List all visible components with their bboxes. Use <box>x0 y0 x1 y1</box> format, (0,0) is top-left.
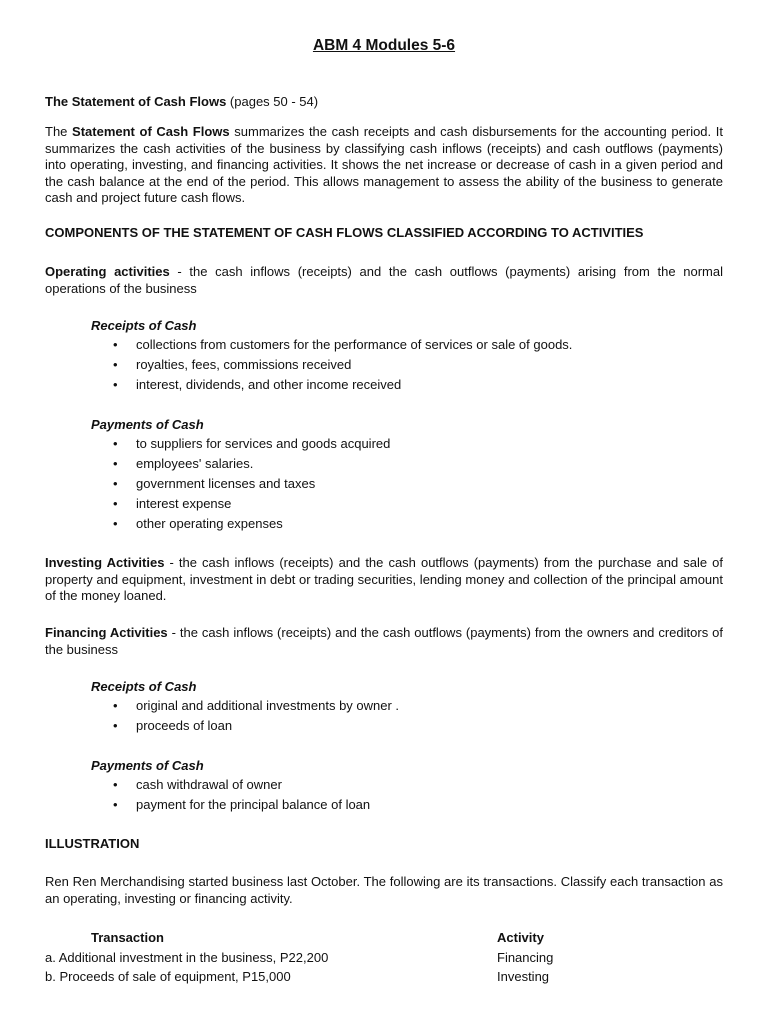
operating-payments-list <box>0 434 390 534</box>
financing-payments-list <box>0 775 370 815</box>
operating-definition-text: - the cash inflows (receipts) and the cash outflows (payments) arising from the normal operations of the business <box>45 264 723 296</box>
table-row <box>45 948 723 968</box>
list-item: • to suppliers for services and goods acquired <box>0 434 390 454</box>
list-item: • other operating expenses <box>0 514 390 534</box>
financing-receipts-list <box>0 696 399 736</box>
column-header-transaction: Transaction <box>91 930 164 945</box>
list-item: • royalties, fees, commissions received <box>0 355 572 375</box>
list-item: • government licenses and taxes <box>0 474 390 494</box>
investing-term: Investing Activities <box>45 555 165 570</box>
illustration-text: Ren Ren Merchandising started business last October. The following are its transactions. Classify each transaction as an operating, investing or financing activity. <box>45 874 723 906</box>
intro-lead: The <box>45 124 73 139</box>
financing-term: Financing Activities <box>45 625 168 640</box>
list-item: • proceeds of loan <box>0 716 399 736</box>
list-item: • interest expense <box>0 494 390 514</box>
list-item: • payment for the principal balance of loan <box>0 795 370 815</box>
section-title-bold: The Statement of Cash Flows <box>45 94 227 109</box>
operating-payments-label: Payments of Cash <box>91 417 204 432</box>
components-heading: COMPONENTS OF THE STATEMENT OF CASH FLOWS CLASSIFIED ACCORDING TO ACTIVITIES <box>45 225 644 240</box>
page-title: ABM 4 Modules 5-6 <box>312 37 456 54</box>
illustration-heading: ILLUSTRATION <box>45 836 140 851</box>
financing-receipts-label: Receipts of Cash <box>91 679 197 694</box>
list-item: • interest, dividends, and other income received <box>0 375 572 395</box>
operating-receipts-label: Receipts of Cash <box>91 318 197 333</box>
list-item: • cash withdrawal of owner <box>0 775 370 795</box>
activity-cell: Financing <box>497 949 554 965</box>
list-item: • employees' salaries. <box>0 454 390 474</box>
list-item: • original and additional investments by owner . <box>0 696 399 716</box>
operating-definition <box>45 264 723 297</box>
investing-definition-text: - the cash inflows (receipts) and the cash outflows (payments) from the purchase and sale of property and equipment, investment in debt or trading securities, lending money and collection of the principal amount of the money loaned. <box>45 555 723 603</box>
financing-definition <box>45 625 723 658</box>
intro-paragraph <box>45 124 723 207</box>
transaction-table <box>45 928 723 987</box>
financing-payments-label: Payments of Cash <box>91 758 204 773</box>
intro-bold-term: Statement of Cash Flows <box>72 124 230 139</box>
transaction-cell: a. Additional investment in the business, P22,200 <box>45 949 329 965</box>
table-row <box>45 967 723 987</box>
table-header-row <box>45 928 723 948</box>
activity-cell: Investing <box>497 969 550 984</box>
investing-definition <box>45 555 723 605</box>
intro-rest: summarizes the cash receipts and cash disbursements for the accounting period. It summarizes the cash activities of the business by classifying cash inflows (receipts) and cash outflows (payments) into operating, investing, and financing activities. It shows the net increase or decrease of cash in a given period and the cash balance at the end of the period. This allows management to assess the ability of the business to generate cash and project future cash flows. <box>45 124 723 205</box>
section-title <box>45 94 723 111</box>
list-item: • collections from customers for the performance of services or sale of goods. <box>0 335 572 355</box>
operating-receipts-list <box>0 335 572 395</box>
section-title-pages: (pages 50 - 54) <box>226 94 319 109</box>
operating-term: Operating activities <box>45 264 170 279</box>
column-header-activity: Activity <box>497 930 544 945</box>
transaction-cell: b. Proceeds of sale of equipment, P15,000 <box>45 969 291 984</box>
financing-definition-text: - the cash inflows (receipts) and the cash outflows (payments) from the owners and creditors of the business <box>45 625 723 657</box>
